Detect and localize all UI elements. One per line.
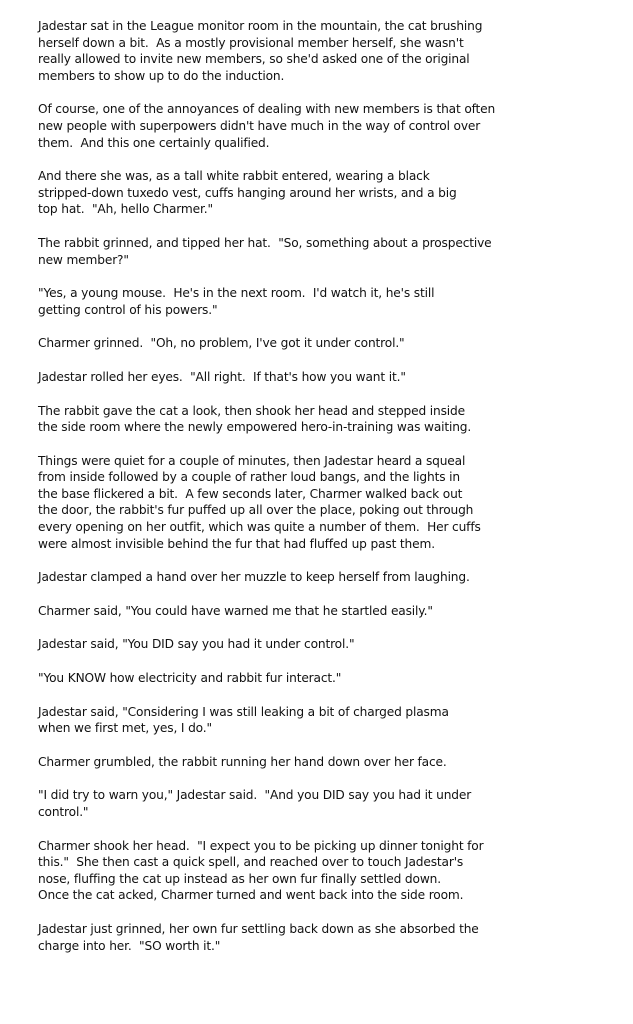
story-paragraph — [38, 921, 628, 954]
story-paragraph — [38, 636, 628, 653]
story-line: Jadestar sat in the League monitor room in the mountain, the cat brushing — [38, 19, 483, 33]
story-line: Charmer said, "You could have warned me that he startled easily." — [38, 603, 433, 618]
story-paragraph — [38, 18, 628, 84]
story-line: control." — [38, 805, 89, 819]
story-line: Jadestar clamped a hand over her muzzle to keep herself from laughing. — [38, 570, 470, 585]
story-line: "Yes, a young mouse. He's in the next room. I'd watch it, he's still — [38, 286, 435, 301]
story-paragraph — [38, 704, 628, 737]
story-line: when we first met, yes, I do." — [38, 721, 212, 736]
story-paragraph — [38, 453, 628, 553]
story-line: every opening on her outfit, which was quite a number of them. Her cuffs — [38, 520, 481, 535]
story-line: Jadestar rolled her eyes. "All right. If that's how you want it." — [38, 369, 406, 384]
story-line: were almost invisible behind the fur that had fluffed up past them. — [38, 536, 435, 551]
story-line: charge into her. "SO worth it." — [38, 938, 221, 953]
story-paragraph — [38, 235, 628, 268]
story-line: Jadestar just grinned, her own fur settling back down as she absorbed the — [38, 921, 479, 936]
story-paragraph — [38, 403, 628, 436]
story-paragraph — [38, 838, 628, 904]
story-line: the side room where the newly empowered hero-in-training was waiting. — [38, 420, 472, 435]
story-line: Charmer grumbled, the rabbit running her hand down over her face. — [38, 754, 447, 769]
story-line: nose, fluffing the cat up instead as her own fur finally settled down. — [38, 871, 441, 886]
story-paragraph — [38, 569, 628, 586]
story-line: getting control of his powers." — [38, 302, 218, 317]
story-paragraph — [38, 285, 628, 318]
story-line: stripped-down tuxedo vest, cuffs hanging around her wrists, and a big — [38, 185, 457, 200]
story-line: Things were quiet for a couple of minutes, then Jadestar heard a squeal — [38, 453, 466, 468]
story-line: Jadestar said, "You DID say you had it under control." — [38, 637, 355, 652]
story-page — [38, 18, 628, 971]
story-line: The rabbit gave the cat a look, then shook her head and stepped inside — [38, 403, 465, 418]
story-line: top hat. "Ah, hello Charmer." — [38, 202, 213, 217]
story-paragraph — [38, 369, 628, 386]
story-line: Charmer shook her head. "I expect you to be picking up dinner tonight for — [38, 838, 484, 853]
story-line: herself down a bit. As a mostly provisional member herself, she wasn't — [38, 35, 464, 50]
story-paragraph — [38, 754, 628, 771]
story-paragraph — [38, 168, 628, 218]
story-line: Jadestar said, "Considering I was still leaking a bit of charged plasma — [38, 704, 449, 719]
story-line: really allowed to invite new members, so she'd asked one of the original — [38, 52, 470, 67]
story-line: The rabbit grinned, and tipped her hat. "So, something about a prospective — [38, 235, 492, 250]
story-line: members to show up to do the induction. — [38, 68, 285, 83]
story-line: from inside followed by a couple of rather loud bangs, and the lights in — [38, 470, 460, 485]
story-paragraph — [38, 101, 628, 151]
story-line: Charmer grinned. "Oh, no problem, I've got it under control." — [38, 336, 405, 351]
story-line: "You KNOW how electricity and rabbit fur interact." — [38, 671, 342, 686]
story-line: "I did try to warn you," Jadestar said. "And you DID say you had it under — [38, 788, 472, 803]
story-paragraph — [38, 787, 628, 820]
story-line: Of course, one of the annoyances of dealing with new members is that often — [38, 102, 496, 117]
story-line: new member?" — [38, 252, 129, 267]
story-line: this." She then cast a quick spell, and reached over to touch Jadestar's — [38, 855, 464, 870]
story-paragraph — [38, 335, 628, 352]
story-line: new people with superpowers didn't have much in the way of control over — [38, 118, 481, 133]
story-line: the door, the rabbit's fur puffed up all over the place, poking out through — [38, 503, 474, 518]
story-paragraph — [38, 670, 628, 687]
story-line: them. And this one certainly qualified. — [38, 135, 270, 150]
story-line: the base flickered a bit. A few seconds later, Charmer walked back out — [38, 486, 463, 501]
story-line: And there she was, as a tall white rabbit entered, wearing a black — [38, 169, 430, 184]
story-paragraph — [38, 603, 628, 620]
story-line: Once the cat acked, Charmer turned and went back into the side room. — [38, 888, 464, 903]
